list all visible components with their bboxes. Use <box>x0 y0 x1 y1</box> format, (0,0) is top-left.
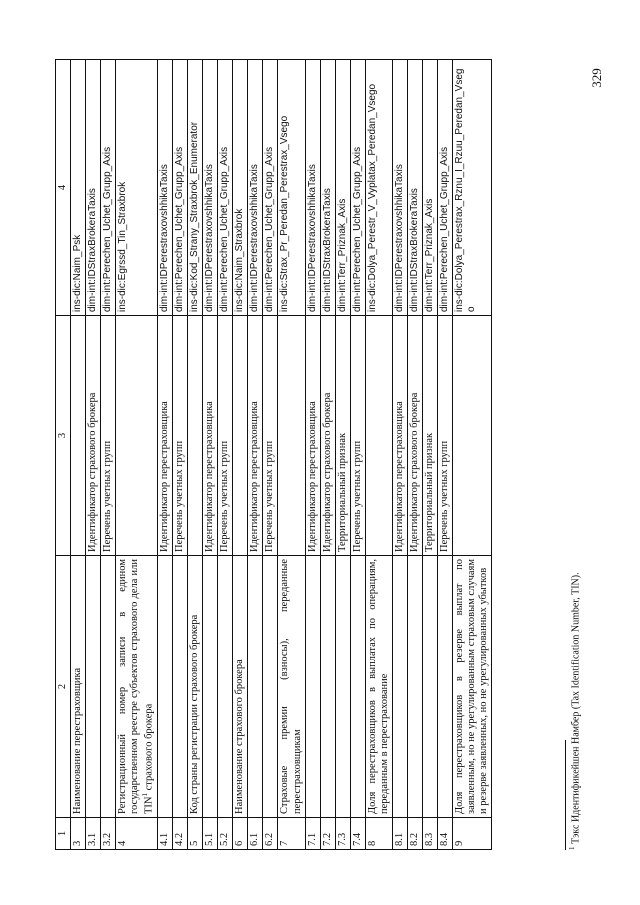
table-header-row <box>56 60 71 850</box>
table-row <box>157 60 172 850</box>
table-row <box>101 60 116 850</box>
row-name-text: Регистрационный номер записи в едином государственном реестре субъектов страхового дела или TIN <box>117 559 155 814</box>
table-row <box>71 60 86 850</box>
footnote-text: Тэкс Идентификейшен Намбер (Tax Identification Number, TIN). <box>570 572 582 844</box>
row-description-cell: Перечень учетных групп <box>438 316 453 556</box>
row-name-cell: Наименование страхового брокера <box>233 556 248 818</box>
row-description-cell: Перечень учетных групп <box>218 316 233 556</box>
row-description-cell: Территориальный признак <box>335 316 350 556</box>
row-number-cell: 8.4 <box>438 818 453 850</box>
row-code-cell: ins-dic:Egrssd_Tin_Straxbrok <box>116 60 158 316</box>
row-name-cell <box>320 556 335 818</box>
row-name-cell <box>116 556 158 818</box>
row-name-cell: Страховые премии (взносы), переданные перестраховщикам <box>278 556 305 818</box>
row-number-cell: 3.1 <box>86 818 101 850</box>
row-description-cell <box>278 316 305 556</box>
row-name-cell <box>438 556 453 818</box>
row-code-cell: dim-int:IDPerestraxovshhikaTaxis <box>203 60 218 316</box>
row-name-cell <box>203 556 218 818</box>
table-row <box>188 60 203 850</box>
row-number-cell: 6 <box>233 818 248 850</box>
row-number-cell: 5.2 <box>218 818 233 850</box>
table-row <box>203 60 218 850</box>
row-number-cell: 7.1 <box>305 818 320 850</box>
row-number-cell: 7 <box>278 818 305 850</box>
row-number-cell: 7.2 <box>320 818 335 850</box>
row-code-cell: dim-int:IDStraxBrokeraTaxis <box>86 60 101 316</box>
table-row <box>320 60 335 850</box>
row-code-cell: dim-int:Terr_Priznak_Axis <box>335 60 350 316</box>
row-code-cell: dim-int:IDPerestraxovshhikaTaxis <box>157 60 172 316</box>
table-row <box>173 60 188 850</box>
row-description-cell: Идентификатор перестраховщика <box>392 316 407 556</box>
table-row <box>248 60 263 850</box>
footnote-reference: 1 <box>141 793 150 797</box>
table-row <box>350 60 365 850</box>
row-code-cell: ins-dic:Naim_Straxbrok <box>233 60 248 316</box>
row-name-cell <box>305 556 320 818</box>
row-name-cell <box>173 556 188 818</box>
row-name-cell <box>218 556 233 818</box>
row-description-cell: Идентификатор перестраховщика <box>248 316 263 556</box>
table-row <box>116 60 158 850</box>
row-code-cell: dim-int:IDPerestraxovshhikaTaxis <box>248 60 263 316</box>
page-number: 329 <box>589 68 604 88</box>
row-number-cell: 3 <box>71 818 86 850</box>
footnote-rule <box>565 740 566 850</box>
table-row <box>453 60 492 850</box>
column-header-1: 1 <box>56 818 71 850</box>
row-number-cell: 7.3 <box>335 818 350 850</box>
row-name-text-tail: страхового брокера <box>143 703 155 793</box>
row-number-cell: 8.1 <box>392 818 407 850</box>
table-body <box>71 60 492 850</box>
row-code-cell: dim-int:IDPerestraxovshhikaTaxis <box>392 60 407 316</box>
row-name-cell <box>408 556 423 818</box>
row-description-cell <box>365 316 392 556</box>
rotated-table-wrapper <box>55 60 492 850</box>
row-name-cell <box>263 556 278 818</box>
row-name-cell <box>157 556 172 818</box>
row-name-cell <box>350 556 365 818</box>
table-row <box>335 60 350 850</box>
footnote <box>565 510 581 850</box>
column-header-2: 2 <box>56 556 71 818</box>
row-description-cell <box>453 316 492 556</box>
table-row <box>305 60 320 850</box>
row-description-cell <box>71 316 86 556</box>
row-number-cell: 8 <box>365 818 392 850</box>
row-name-cell <box>392 556 407 818</box>
row-code-cell: dim-int:IDStraxBrokeraTaxis <box>320 60 335 316</box>
row-code-cell: dim-int:Perechen_Uchet_Grupp_Axis <box>101 60 116 316</box>
row-name-cell <box>101 556 116 818</box>
row-number-cell: 9 <box>453 818 492 850</box>
row-name-cell: Наименование перестраховщика <box>71 556 86 818</box>
row-code-cell: ins-dic:Dolya_Perestrax_Rznu_I_Rzuu_Peredan_Vsego <box>453 60 492 316</box>
table-row <box>408 60 423 850</box>
row-description-cell <box>116 316 158 556</box>
row-code-cell: ins-dic:Dolya_Perestr_V_Vyplatax_Peredan_Vsego <box>365 60 392 316</box>
row-number-cell: 7.4 <box>350 818 365 850</box>
row-description-cell: Идентификатор перестраховщика <box>305 316 320 556</box>
row-code-cell: dim-int:Perechen_Uchet_Grupp_Axis <box>263 60 278 316</box>
table-row <box>423 60 438 850</box>
row-description-cell <box>188 316 203 556</box>
table-row <box>218 60 233 850</box>
row-name-cell: Доля перестраховщиков в выплатах по операциям, переданным в перестрахование <box>365 556 392 818</box>
row-code-cell: ins-dic:Kod_Strany_Straxbrok_Enumerator <box>188 60 203 316</box>
table-row <box>86 60 101 850</box>
row-description-cell: Перечень учетных групп <box>263 316 278 556</box>
row-description-cell: Перечень учетных групп <box>173 316 188 556</box>
row-number-cell: 6.1 <box>248 818 263 850</box>
table-row <box>392 60 407 850</box>
row-description-cell <box>233 316 248 556</box>
row-number-cell: 4 <box>116 818 158 850</box>
row-code-cell: ins-dic:Naim_Psk <box>71 60 86 316</box>
row-number-cell: 3.2 <box>101 818 116 850</box>
row-number-cell: 4.2 <box>173 818 188 850</box>
row-number-cell: 5.1 <box>203 818 218 850</box>
table-row <box>365 60 392 850</box>
table-row <box>278 60 305 850</box>
row-description-cell: Территориальный признак <box>423 316 438 556</box>
row-number-cell: 6.2 <box>263 818 278 850</box>
row-description-cell: Перечень учетных групп <box>350 316 365 556</box>
row-code-cell: dim-int:Perechen_Uchet_Grupp_Axis <box>218 60 233 316</box>
row-description-cell: Перечень учетных групп <box>101 316 116 556</box>
row-name-cell <box>248 556 263 818</box>
table-row <box>233 60 248 850</box>
row-code-cell: dim-int:IDPerestraxovshhikaTaxis <box>305 60 320 316</box>
row-description-cell: Идентификатор страхового брокера <box>86 316 101 556</box>
row-description-cell: Идентификатор перестраховщика <box>203 316 218 556</box>
column-header-4: 4 <box>56 60 71 316</box>
row-code-cell: dim-int:IDStraxBrokeraTaxis <box>408 60 423 316</box>
table-row <box>263 60 278 850</box>
row-code-cell: ins-dic:Strax_Pr_Peredan_Perestrax_Vsego <box>278 60 305 316</box>
footnote-marker: 1 <box>568 846 576 850</box>
row-code-cell: dim-int:Terr_Priznak_Axis <box>423 60 438 316</box>
row-name-cell <box>86 556 101 818</box>
row-name-cell <box>423 556 438 818</box>
table-row <box>438 60 453 850</box>
row-description-cell: Идентификатор страхового брокера <box>408 316 423 556</box>
row-code-cell: dim-int:Perechen_Uchet_Grupp_Axis <box>438 60 453 316</box>
row-number-cell: 8.2 <box>408 818 423 850</box>
row-number-cell: 5 <box>188 818 203 850</box>
row-code-cell: dim-int:Perechen_Uchet_Grupp_Axis <box>173 60 188 316</box>
row-number-cell: 4.1 <box>157 818 172 850</box>
row-code-cell: dim-int:Perechen_Uchet_Grupp_Axis <box>350 60 365 316</box>
row-description-cell: Идентификатор страхового брокера <box>320 316 335 556</box>
column-header-3: 3 <box>56 316 71 556</box>
data-table <box>55 59 492 850</box>
row-name-cell: Код страны регистрации страхового брокера <box>188 556 203 818</box>
row-name-cell: Доля перестраховщиков в резерве выплат по заявленным, но не урегулированным страховым случаям и резерве заявленных, но не урегулированных убытков <box>453 556 492 818</box>
row-name-cell <box>335 556 350 818</box>
row-number-cell: 8.3 <box>423 818 438 850</box>
row-description-cell: Идентификатор перестраховщика <box>157 316 172 556</box>
